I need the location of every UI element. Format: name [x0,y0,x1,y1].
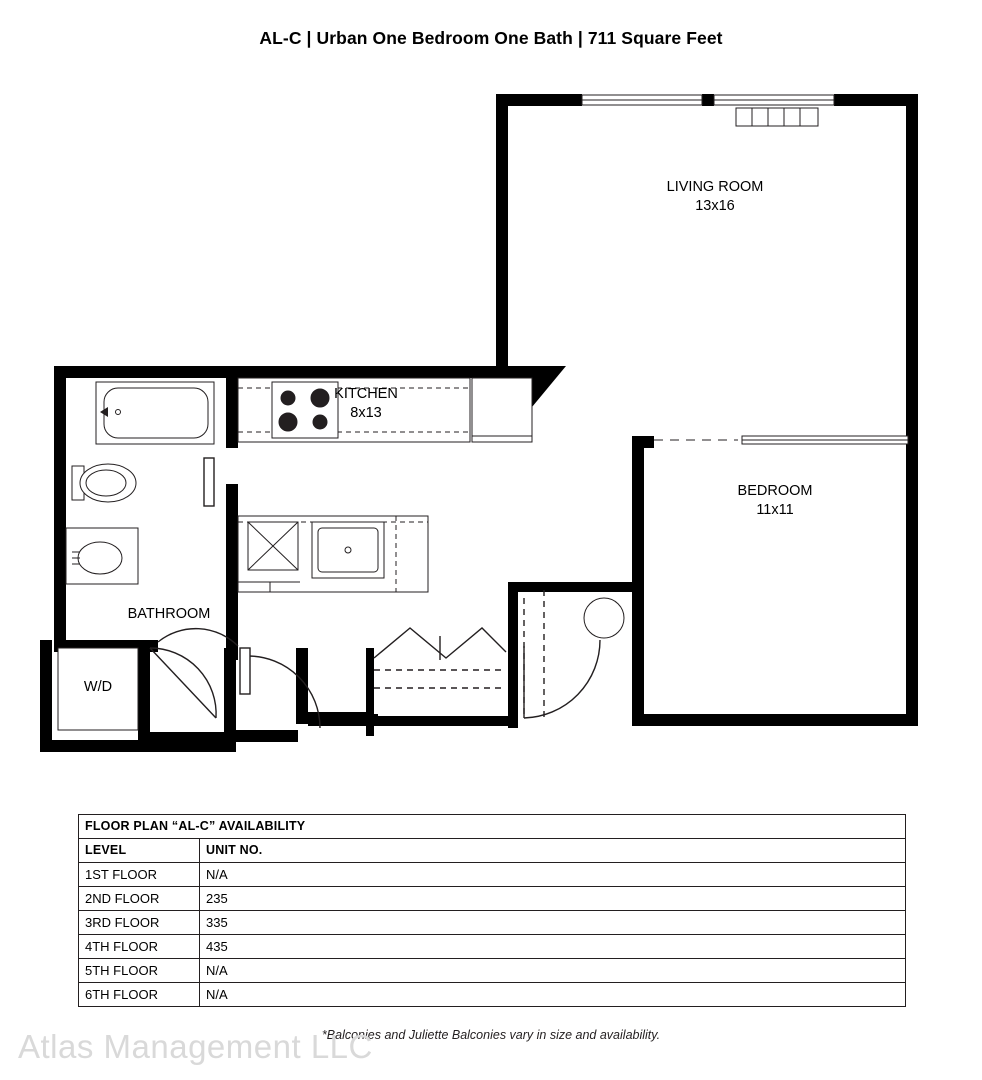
cell-level: 5TH FLOOR [79,959,200,983]
column-header-unit-no: UNIT NO. [200,839,906,863]
cell-unit-no: 335 [200,911,906,935]
closet-bifold-doors [374,628,506,688]
bathtub [96,382,214,444]
room-name-living-room: LIVING ROOM [666,179,764,195]
wd-door-swing [150,648,216,718]
cell-level: 2ND FLOOR [79,887,200,911]
room-name-bathroom: BATHROOM [127,606,211,622]
room-dim-bedroom: 11x11 [756,502,794,518]
room-dim-kitchen: 8x13 [350,405,382,421]
room-label-kitchen [266,385,466,423]
table-row [79,959,906,983]
table-row [79,935,906,959]
room-name-washer-dryer: W/D [83,679,113,695]
table-row [79,887,906,911]
table-row [79,983,906,1007]
table-row [79,863,906,887]
room-name-bedroom: BEDROOM [737,483,813,499]
cell-unit-no: 235 [200,887,906,911]
room-label-bedroom [675,482,875,520]
floor-plan-drawing [0,70,982,790]
cell-unit-no: N/A [200,863,906,887]
footnote: *Balconies and Juliette Balconies vary in size and availability. [321,1028,661,1042]
toilet [72,464,136,502]
room-name-kitchen: KITCHEN [334,386,398,402]
cell-level: 4TH FLOOR [79,935,200,959]
page-title: AL-C | Urban One Bedroom One Bath | 711 Square Feet [259,28,723,48]
bedroom-balcony-door [654,436,908,444]
cell-unit-no: 435 [200,935,906,959]
room-dim-living-room: 13x16 [695,198,735,214]
availability-caption: FLOOR PLAN “AL-C” AVAILABILITY [79,815,906,839]
room-label-bathroom [69,605,269,624]
table-row [79,911,906,935]
room-label-washer-dryer [62,678,134,697]
bedroom-closet-shelf [584,598,624,638]
refrigerator [472,378,532,442]
cell-unit-no: N/A [200,983,906,1007]
room-label-living-room [615,178,815,216]
kitchen-sink [312,522,384,578]
table-header-row [79,839,906,863]
availability-table [78,814,906,1007]
column-header-level: LEVEL [79,839,200,863]
cell-level: 6TH FLOOR [79,983,200,1007]
cell-unit-no: N/A [200,959,906,983]
cell-level: 1ST FLOOR [79,863,200,887]
floor-plan-svg [0,70,982,790]
cell-level: 3RD FLOOR [79,911,200,935]
table-caption-row [79,815,906,839]
bathroom-sink [66,528,138,584]
watermark: Atlas Management LLC [18,1028,373,1065]
